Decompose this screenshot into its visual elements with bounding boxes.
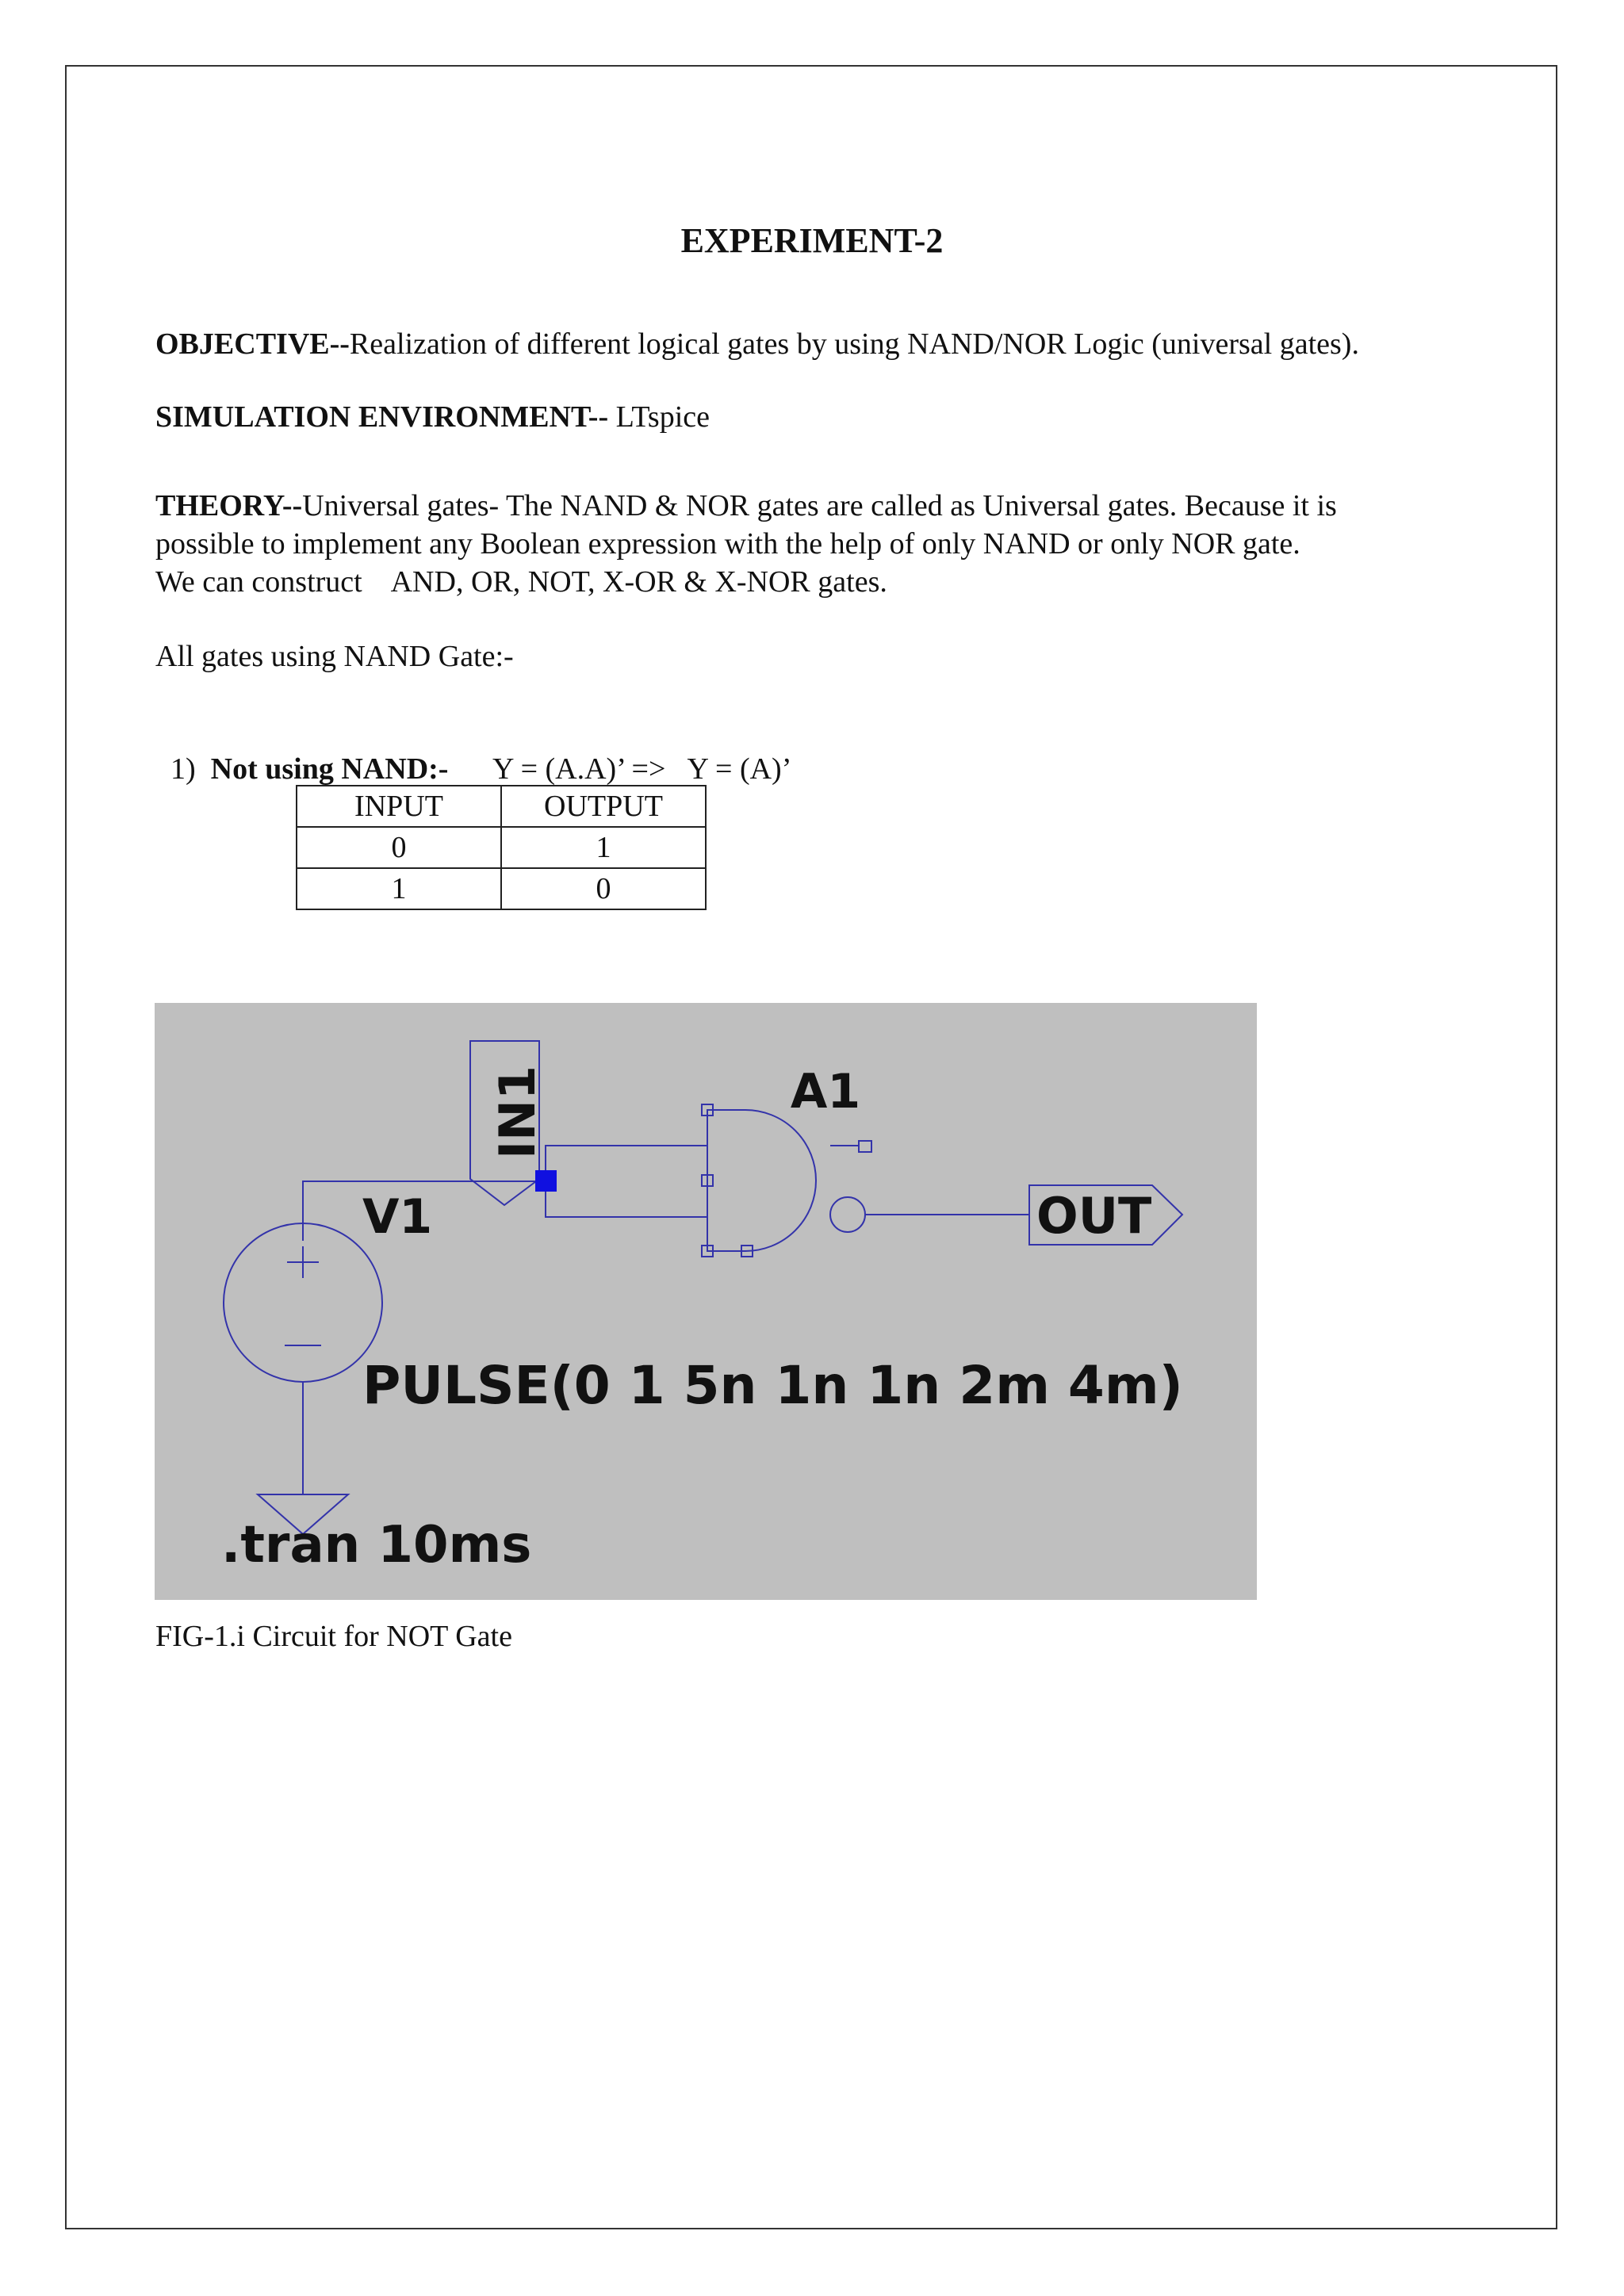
nand-gate-bubble (830, 1197, 865, 1232)
truth-table-cell: 1 (501, 827, 706, 868)
source-name-label: V1 (362, 1189, 433, 1245)
truth-table-row (297, 868, 706, 909)
truth-table-cell: 0 (501, 868, 706, 909)
item-1-number: 1) (170, 752, 196, 786)
wire-node-to-gate-input-a (546, 1146, 707, 1181)
simulation-text: LTspice (608, 400, 710, 434)
input-node-marker (535, 1170, 557, 1192)
simulation-line (155, 398, 710, 436)
truth-table-cell: 1 (297, 868, 501, 909)
circuit-schematic (155, 1003, 1257, 1600)
truth-table-header-output: OUTPUT (501, 786, 706, 827)
simulation-label: SIMULATION ENVIRONMENT-- (155, 400, 609, 434)
item-1-label: Not using NAND:- (210, 752, 449, 786)
truth-table (296, 785, 707, 910)
gate-pin-marker (859, 1141, 871, 1152)
in1-net-label: IN1 (488, 1065, 547, 1160)
source-value-label: PULSE(0 1 5n 1n 1n 2m 4m) (362, 1355, 1183, 1416)
wire-node-to-gate-input-b (546, 1181, 707, 1217)
theory-line-2: possible to implement any Boolean expression with the help of only NAND or only NOR gate. (155, 527, 1300, 561)
objective-text: Realization of different logical gates by using NAND/NOR Logic (universal gates). (349, 327, 1359, 361)
tran-directive-label: .tran 10ms (221, 1516, 532, 1575)
schematic-svg (155, 1003, 1257, 1600)
truth-table-row (297, 827, 706, 868)
objective-label: OBJECTIVE-- (155, 327, 350, 361)
item-1-expression: Y = (A.A)’ => Y = (A)’ (492, 752, 792, 786)
figure-caption: FIG-1.i Circuit for NOT Gate (155, 1620, 512, 1653)
item-1 (155, 712, 791, 788)
truth-table-cell: 0 (297, 827, 501, 868)
truth-table-header-input: INPUT (297, 786, 501, 827)
out-net-label: OUT (1036, 1187, 1152, 1245)
section-heading: All gates using NAND Gate:- (155, 640, 514, 673)
theory-line-1 (155, 487, 1337, 525)
page-title: EXPERIMENT-2 (680, 221, 944, 260)
theory-line-3: We can construct AND, OR, NOT, X-OR & X-NOR gates. (155, 565, 887, 599)
gate-name-label: A1 (790, 1064, 861, 1119)
truth-table-header-row (297, 786, 706, 827)
theory-text-1: Universal gates- The NAND & NOR gates are called as Universal gates. Because it is (302, 489, 1337, 522)
nand-gate-body (707, 1110, 816, 1251)
objective-line (155, 325, 1359, 363)
theory-label: THEORY-- (155, 489, 303, 522)
